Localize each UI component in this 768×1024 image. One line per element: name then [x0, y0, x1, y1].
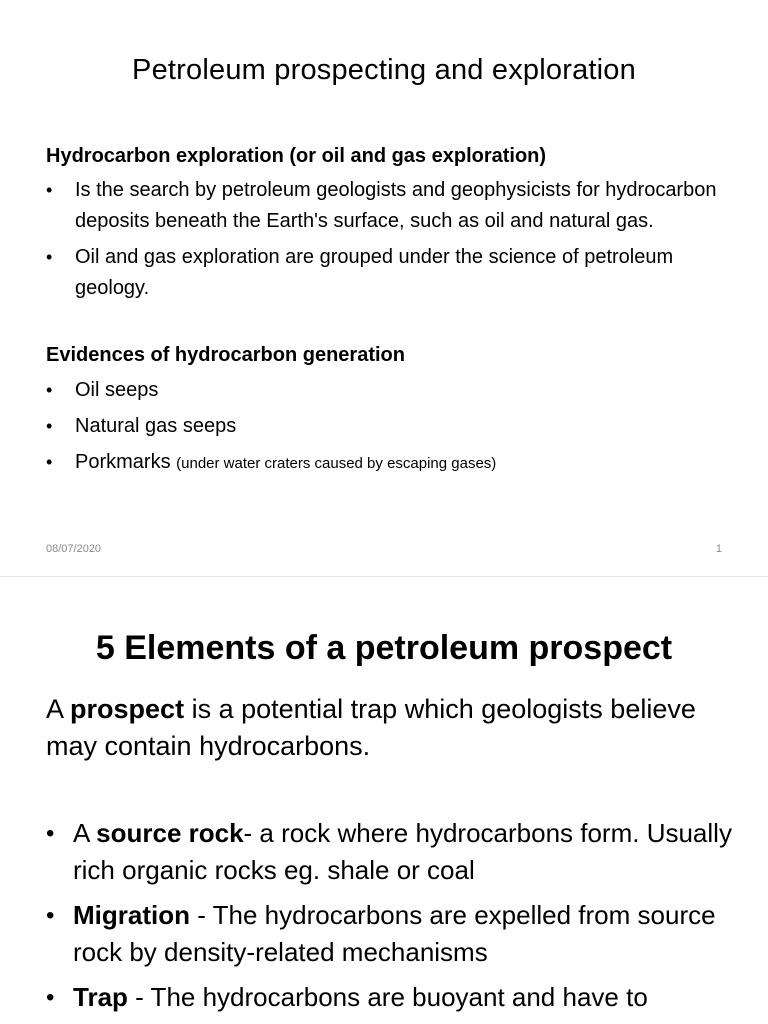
list-item	[46, 411, 726, 442]
list-item-note: (under water craters caused by escaping gases)	[176, 455, 497, 472]
page-number: 1	[715, 543, 722, 555]
list-item	[46, 815, 736, 889]
item-description: - The hydrocarbons are expelled from source rock by density-related mechanisms	[73, 900, 716, 967]
footer-date: 08/07/2020	[46, 543, 102, 555]
slide-1-title: Petroleum prospecting and exploration	[132, 54, 636, 86]
prospect-definition	[46, 691, 726, 765]
item-prefix: A	[73, 818, 97, 848]
evidence-bullet-list	[46, 375, 726, 484]
bullet-icon: •	[46, 902, 55, 929]
list-item	[46, 242, 726, 304]
item-description: - The hydrocarbons are buoyant and have to	[127, 982, 648, 1012]
intro-term: prospect	[70, 694, 185, 724]
bullet-icon: •	[46, 820, 55, 847]
bullet-icon: •	[46, 247, 53, 267]
section-heading-hydrocarbon-exploration: Hydrocarbon exploration (or oil and gas exploration)	[46, 145, 547, 167]
section-heading-evidences: Evidences of hydrocarbon generation	[46, 344, 405, 366]
item-term: Migration	[73, 900, 190, 930]
list-item-text: Natural gas seeps	[75, 415, 237, 437]
list-item-text: Oil and gas exploration are grouped under the science of petroleum geology.	[75, 246, 674, 299]
list-item	[46, 979, 736, 1016]
slide-2	[0, 576, 768, 1024]
list-item-text: Is the search by petroleum geologists and geophysicists for hydrocarbon deposits beneath the Earth's surface, such as oil and natural gas.	[75, 179, 717, 232]
list-item	[46, 375, 726, 406]
item-term: Trap	[73, 982, 128, 1012]
bullet-icon: •	[46, 180, 53, 200]
exploration-bullet-list	[46, 175, 726, 309]
list-item	[46, 175, 726, 237]
bullet-icon: •	[46, 416, 53, 436]
intro-rest: is a potential trap which geologists believe may contain hydrocarbons.	[46, 694, 696, 761]
intro-prefix: A	[46, 694, 71, 724]
item-description: - a rock where hydrocarbons form. Usually rich organic rocks eg. shale or coal	[73, 818, 732, 885]
bullet-icon: •	[46, 380, 53, 400]
item-term: source rock	[96, 818, 244, 848]
slide-2-title: 5 Elements of a petroleum prospect	[95, 629, 673, 667]
list-item	[46, 897, 736, 971]
prospect-elements-list	[46, 815, 736, 1024]
list-item	[46, 447, 726, 479]
list-item-text: Oil seeps	[75, 379, 159, 401]
bullet-icon: •	[46, 452, 53, 472]
list-item-text: Porkmarks	[75, 451, 171, 473]
bullet-icon: •	[46, 984, 55, 1011]
